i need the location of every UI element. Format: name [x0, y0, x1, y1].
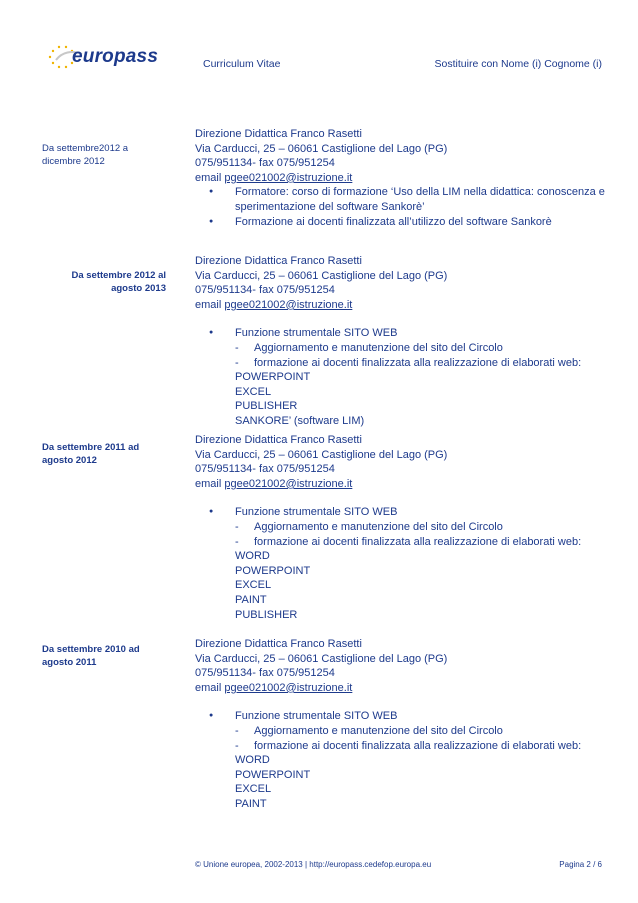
entry: [195, 433, 605, 622]
list-item: PAINT: [235, 593, 267, 606]
list-item: ● Funzione strumentale SITO WEB: [195, 505, 605, 520]
entry: [195, 637, 605, 812]
header-name-placeholder: Sostituire con Nome (i) Cognome (i): [434, 58, 602, 70]
employer-name: Direzione Didattica Franco Rasetti: [195, 128, 362, 140]
employer-address: Via Carducci, 25 – 06061 Castiglione del Lago (PG): [195, 269, 448, 282]
employer-address: Via Carducci, 25 – 06061 Castiglione del Lago (PG): [195, 652, 448, 665]
list-item: PUBLISHER: [235, 608, 298, 621]
list-item: SANKORE’ (software LIM): [235, 414, 365, 427]
list-item: PAINT: [235, 797, 267, 810]
page-number: Pagina 2 / 6: [559, 860, 602, 869]
list-item: - formazione ai docenti finalizzata alla realizzazione di elaborati web:: [235, 535, 582, 548]
list-item: ● Funzione strumentale SITO WEB: [195, 709, 605, 724]
footer-copyright: © Unione europea, 2002-2013 | http://europass.cedefop.europa.eu: [195, 860, 432, 869]
list-item: - Aggiornamento e manutenzione del sito del Circolo: [235, 724, 503, 737]
list-item: EXCEL: [235, 385, 272, 398]
list-item: - formazione ai docenti finalizzata alla realizzazione di elaborati web:: [235, 356, 582, 369]
email-link[interactable]: pgee021002@istruzione.it: [224, 298, 353, 311]
employer-name: Direzione Didattica Franco Rasetti: [195, 638, 362, 650]
list-item: ● Funzione strumentale SITO WEB: [195, 326, 605, 341]
list-item: POWERPOINT: [235, 564, 311, 577]
employer-email: email pgee021002@istruzione.it: [195, 171, 353, 184]
duties-list: [195, 185, 605, 229]
email-link[interactable]: pgee021002@istruzione.it: [224, 681, 353, 694]
header-cv-label: Curriculum Vitae: [203, 58, 281, 70]
employer-address: Via Carducci, 25 – 06061 Castiglione del Lago (PG): [195, 142, 448, 155]
list-item: ● Formazione ai docenti finalizzata all’utilizzo del software Sankorè: [195, 215, 605, 230]
list-item: EXCEL: [235, 579, 272, 592]
list-item: PUBLISHER: [235, 400, 298, 413]
employer-address: Via Carducci, 25 – 06061 Castiglione del Lago (PG): [195, 448, 448, 461]
entry-period: Da settembre 2010 ad agosto 2011: [42, 644, 140, 668]
list-item: - formazione ai docenti finalizzata alla realizzazione di elaborati web:: [235, 739, 582, 752]
entry: [195, 127, 605, 229]
list-item: WORD: [235, 550, 270, 563]
employer-name: Direzione Didattica Franco Rasetti: [195, 255, 362, 267]
entry-period: Da settembre 2011 ad agosto 2012: [42, 442, 140, 466]
employer-name: Direzione Didattica Franco Rasetti: [195, 434, 362, 446]
logo-wordmark: europass: [72, 46, 159, 67]
employer-email: email pgee021002@istruzione.it: [195, 477, 353, 490]
employer-phone: 075/951134- fax 075/951254: [195, 157, 335, 170]
list-item: POWERPOINT: [235, 371, 311, 384]
list-item: EXCEL: [235, 783, 272, 796]
email-link[interactable]: pgee021002@istruzione.it: [224, 171, 353, 184]
entry-period: Da settembre 2012 al agosto 2013: [71, 270, 166, 294]
email-link[interactable]: pgee021002@istruzione.it: [224, 477, 353, 490]
list-item: POWERPOINT: [235, 768, 311, 781]
employer-email: email pgee021002@istruzione.it: [195, 681, 353, 694]
list-item: - Aggiornamento e manutenzione del sito del Circolo: [235, 341, 503, 354]
list-item: WORD: [235, 754, 270, 767]
entry-period: Da settembre2012 a dicembre 2012: [42, 143, 129, 167]
entry: [195, 254, 605, 429]
list-item: ● Formatore: corso di formazione ‘Uso della LIM nella didattica: conoscenza e sperimentazione del software Sankorè’: [195, 185, 605, 214]
employer-phone: 075/951134- fax 075/951254: [195, 284, 335, 297]
employer-phone: 075/951134- fax 075/951254: [195, 463, 335, 476]
list-item: - Aggiornamento e manutenzione del sito del Circolo: [235, 520, 503, 533]
employer-phone: 075/951134- fax 075/951254: [195, 667, 335, 680]
employer-email: email pgee021002@istruzione.it: [195, 298, 353, 311]
